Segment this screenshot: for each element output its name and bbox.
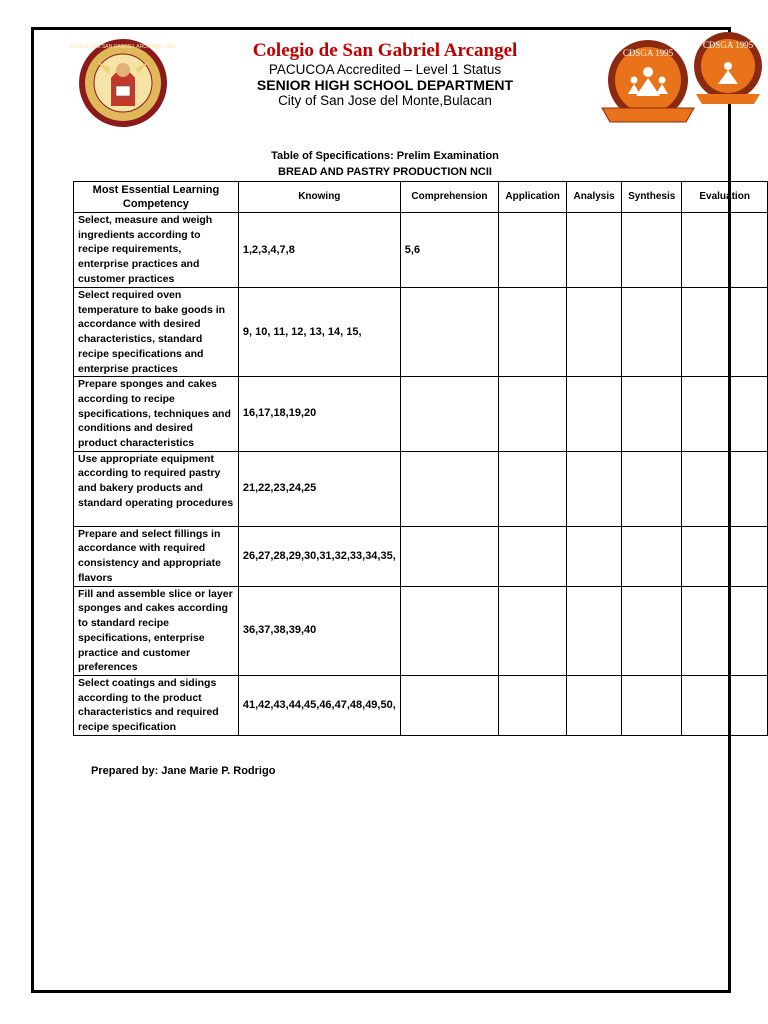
comprehension-cell [400,675,498,735]
application-cell [499,675,567,735]
column-header: Knowing [238,182,400,213]
table-row [74,213,768,288]
knowing-cell: 26,27,28,29,30,31,32,33,34,35, [238,526,400,586]
seal-left-text: COLEGIO DE SAN GABRIEL ARCANGEL, INC. [69,44,177,50]
competency-cell: Select required oven temperature to bake goods in accordance with desired characteristics, standard recipe specifications and enterprise practices [74,288,239,377]
evaluation-cell [682,526,768,586]
knowing-cell: 41,42,43,44,45,46,47,48,49,50, [238,675,400,735]
competency-cell: Prepare and select fillings in accordance with required consistency and appropriate flavors [74,526,239,586]
school-header [200,40,570,109]
table-row [74,526,768,586]
synthesis-cell [622,213,682,288]
application-cell [499,213,567,288]
prepared-by: Prepared by: Jane Marie P. Rodrigo [91,765,276,777]
competency-cell: Prepare sponges and cakes according to recipe specifications, techniques and conditions and desired product characteristics [74,377,239,452]
evaluation-cell [682,213,768,288]
column-header: Most Essential Learning Competency [74,182,239,213]
table-header-row [74,182,768,213]
school-address: City of San Jose del Monte,Bulacan [278,93,492,108]
comprehension-cell: 5,6 [400,213,498,288]
analysis-cell [567,377,622,452]
seal-right-text: CDSGA 1995 [622,48,674,58]
analysis-cell [567,675,622,735]
analysis-cell [567,213,622,288]
document-subtitle: BREAD AND PASTRY PRODUCTION NCII [278,166,492,178]
knowing-cell: 9, 10, 11, 12, 13, 14, 15, [238,288,400,377]
analysis-cell [567,451,622,526]
knowing-cell: 21,22,23,24,25 [238,451,400,526]
document-title-block [200,148,570,180]
department-name: SENIOR HIGH SCHOOL DEPARTMENT [256,77,514,93]
table-row [74,288,768,377]
evaluation-cell [682,288,768,377]
column-header: Evaluation [682,182,768,213]
application-cell [499,377,567,452]
application-cell [499,526,567,586]
knowing-cell: 16,17,18,19,20 [238,377,400,452]
analysis-cell [567,526,622,586]
specifications-table [73,181,768,736]
knowing-cell: 36,37,38,39,40 [238,586,400,675]
comprehension-cell [400,526,498,586]
comprehension-cell [400,288,498,377]
table-row [74,451,768,526]
synthesis-cell [622,586,682,675]
comprehension-cell [400,377,498,452]
cdsga-seal-small-icon [690,18,766,118]
competency-cell: Select coatings and sidings according to the product characteristics and required recipe specification [74,675,239,735]
evaluation-cell [682,675,768,735]
comprehension-cell [400,586,498,675]
evaluation-cell [682,377,768,452]
seal-right-small-text: CDSGA 1995 [702,40,754,50]
table-row [74,377,768,452]
application-cell [499,451,567,526]
table-row [74,675,768,735]
synthesis-cell [622,526,682,586]
synthesis-cell [622,288,682,377]
column-header: Synthesis [622,182,682,213]
column-header: Comprehension [400,182,498,213]
analysis-cell [567,586,622,675]
competency-cell: Use appropriate equipment according to required pastry and bakery products and standard operating procedures [74,451,239,526]
competency-cell: Fill and assemble slice or layer sponges and cakes according to standard recipe specifications, enterprise practice and customer preferences [74,586,239,675]
column-header: Application [499,182,567,213]
application-cell [499,586,567,675]
competency-cell: Select, measure and weigh ingredients according to recipe requirements, enterprise practices and customer practices [74,213,239,288]
school-name: Colegio de San Gabriel Arcangel [252,40,518,61]
document-title: Table of Specifications: Prelim Examination [271,150,499,162]
analysis-cell [567,288,622,377]
comprehension-cell [400,451,498,526]
knowing-cell: 1,2,3,4,7,8 [238,213,400,288]
accreditation-status: PACUCOA Accredited – Level 1 Status [268,62,502,77]
table-row [74,586,768,675]
column-header: Analysis [567,182,622,213]
synthesis-cell [622,377,682,452]
application-cell [499,288,567,377]
synthesis-cell [622,451,682,526]
cdsga-seal-icon [600,38,698,128]
evaluation-cell [682,451,768,526]
synthesis-cell [622,675,682,735]
evaluation-cell [682,586,768,675]
school-seal-icon [69,38,177,128]
